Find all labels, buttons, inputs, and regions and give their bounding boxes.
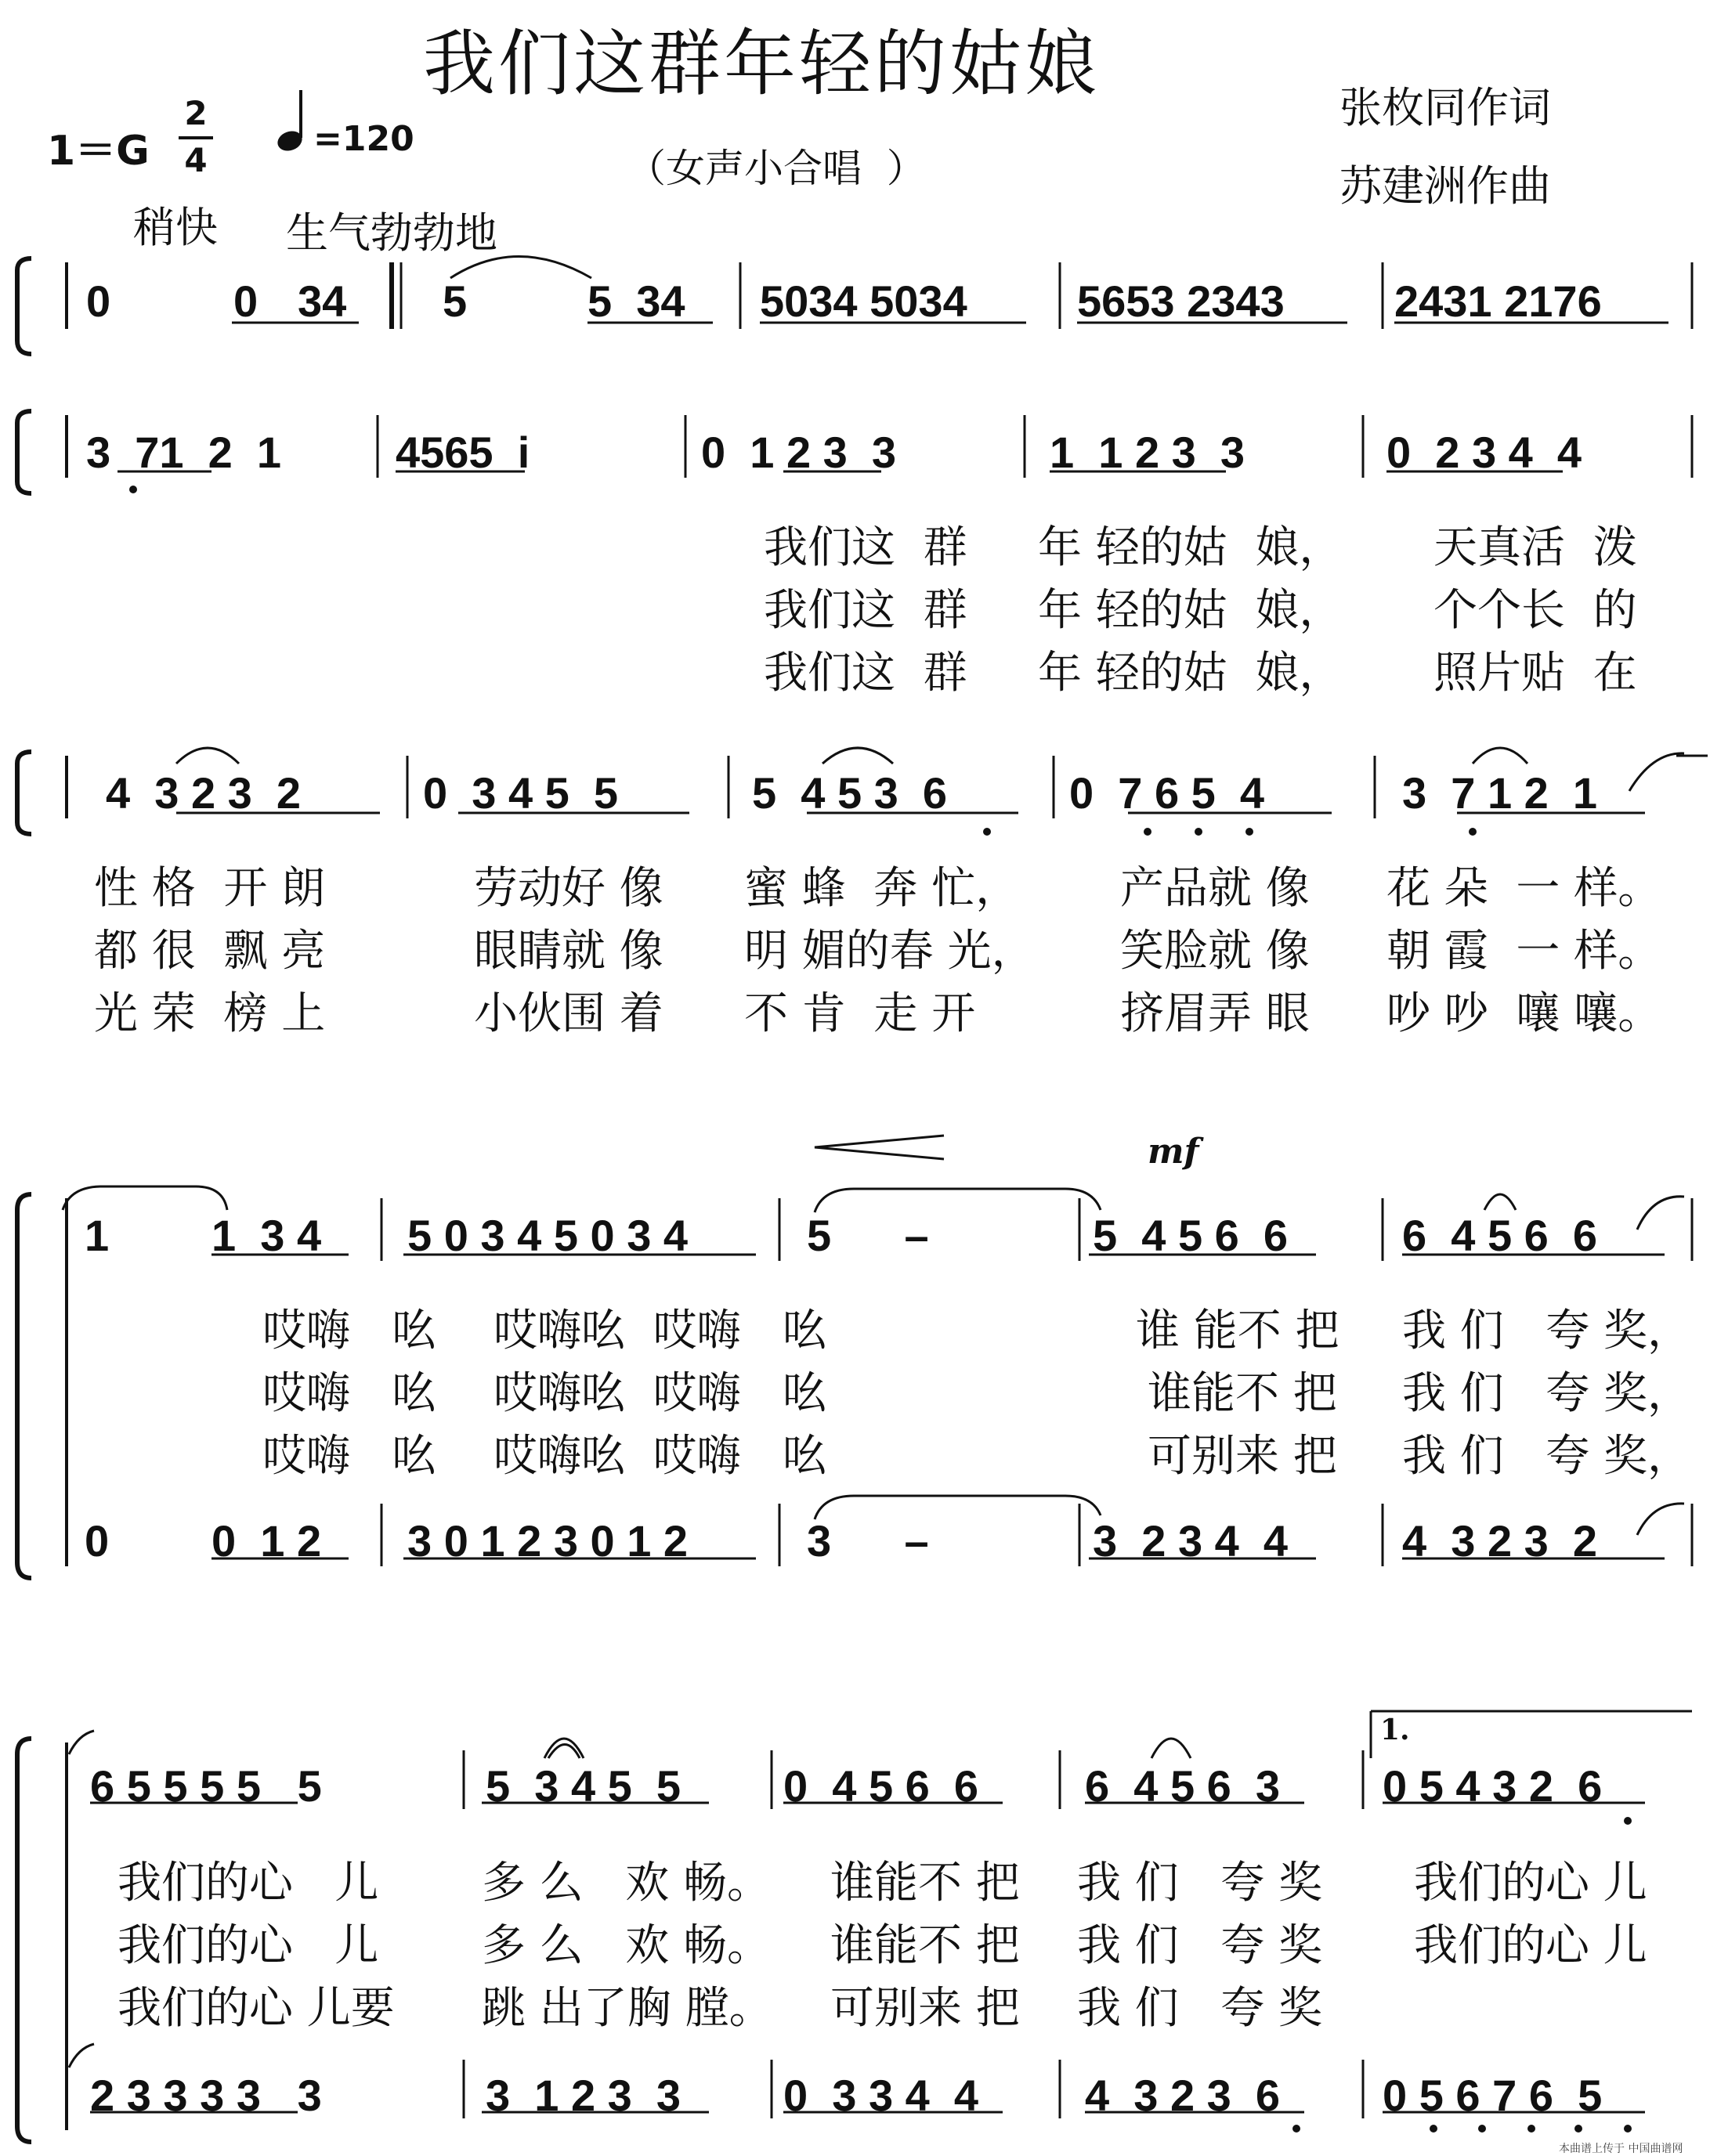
row1-note: 5 34 (587, 276, 685, 326)
row2-note: 0 1 2 3 3 (701, 428, 897, 477)
row5-lyric: 我们的心 儿 (117, 1920, 379, 1971)
row1-note: 34 (298, 276, 347, 326)
row4-upper-note: 1 (85, 1211, 110, 1260)
key-signature: 1＝G (47, 128, 150, 175)
row5-lyric: 我们的心 儿 (117, 1858, 379, 1909)
row3-lyric: 笑脸就 像 (1120, 926, 1310, 977)
row2-note: 1 1 2 3 3 (1050, 428, 1245, 477)
row4-lyric: 哎嗨吆 哎嗨 吆 (493, 1431, 827, 1482)
row4-lyric: 哎嗨 吆 (262, 1306, 436, 1356)
row5-lyric: 跳 出了胸 膛。 (482, 1983, 773, 2034)
row4-lyric: 哎嗨 吆 (262, 1368, 436, 1419)
row3-lyric: 蜜 蜂 奔 忙， (744, 863, 1020, 914)
row5-lyric: 我 们 夸 奖 (1077, 1983, 1323, 2034)
time-signature-bottom: 4 (184, 141, 208, 179)
time-signature-top: 2 (184, 94, 208, 132)
row4-lyric: 哎嗨吆 哎嗨 吆 (493, 1368, 827, 1419)
tempo-word: 稍快 (133, 203, 218, 252)
row4-lower-note: 3 0 1 2 3 0 1 2 (407, 1516, 689, 1566)
row5-lyric: 谁能不 把 (830, 1920, 1020, 1971)
watermark-footer: 本曲谱上传于 中国曲谱网 (1559, 2143, 1683, 2155)
row2-lyric: 我们这 群 (764, 522, 967, 573)
row2-lyric: 照片贴 在 (1433, 648, 1637, 699)
row5-lyric: 我们的心 儿要 (117, 1983, 395, 2034)
row5-lyric: 多 么 欢 畅。 (482, 1920, 772, 1971)
row2-note: 3 71 2 1 (86, 428, 282, 477)
row5-lyric: 我们的心 儿 (1414, 1920, 1647, 1971)
row1-note: 0 (233, 276, 258, 326)
row1-note: 0 (86, 276, 111, 326)
row3-note: 4 3 2 3 2 (106, 768, 302, 818)
tempo-value: =120 (313, 119, 414, 159)
row5-lyric: 谁能不 把 (830, 1858, 1020, 1909)
row4-lyric: 谁能不 把 (1148, 1368, 1337, 1419)
row5-lower-note: 3 1 2 3 3 (486, 2071, 681, 2120)
subtitle: （女声小合唱 ） (627, 146, 926, 191)
row5-lyric: 多 么 欢 畅。 (482, 1858, 772, 1909)
row5-lyric: 我 们 夸 奖 (1077, 1858, 1323, 1909)
row4-upper-note: 6 4 5 6 6 (1402, 1211, 1598, 1260)
row5-lower-note: 4 3 2 3 6 (1085, 2071, 1281, 2120)
row4-lower-note: 0 (85, 1516, 110, 1566)
row4-upper-note: 5 4 5 6 6 (1093, 1211, 1289, 1260)
row4-lower-note: 3 2 3 4 4 (1093, 1516, 1289, 1566)
row2-lyric: 我们这 群 (764, 585, 967, 636)
row5-upper-note: 0 5 4 3 2 6 (1383, 1761, 1603, 1811)
row2-lyric: 年 轻的姑 娘， (1038, 522, 1343, 573)
row3-lyric: 吵 吵 嚷 嚷。 (1386, 988, 1662, 1039)
row3-lyric: 劳动好 像 (474, 863, 663, 914)
row2-note: 0 2 3 4 4 (1386, 428, 1582, 477)
row3-lyric: 性 格 开 朗 (94, 863, 326, 914)
row2-note: 4565 i (396, 428, 530, 477)
row3-lyric: 朝 霞 一 样。 (1386, 926, 1662, 977)
expression-mark: 生气勃勃地 (286, 208, 497, 258)
row4-lower-note: 4 3 2 3 2 (1402, 1516, 1598, 1566)
row1-note: 5653 2343 (1077, 276, 1285, 326)
row5-upper-note: 6 4 5 6 3 (1085, 1761, 1281, 1811)
row5-upper-note: 6 5 5 5 5 5 (90, 1761, 322, 1811)
row3-lyric: 挤眉弄 眼 (1120, 988, 1310, 1039)
row4-lyric: 我 们 夸 奖， (1402, 1368, 1692, 1419)
row3-note: 0 7 6 5 4 (1069, 768, 1265, 818)
lyricist: 张枚同作词 (1339, 83, 1551, 132)
row3-lyric: 不 肯 走 开 (744, 988, 976, 1039)
row4-lyric: 我 们 夸 奖， (1402, 1306, 1692, 1356)
composer: 苏建洲作曲 (1339, 161, 1551, 211)
row2-lyric: 个个长 的 (1433, 585, 1637, 636)
row2-lyric: 我们这 群 (764, 648, 967, 699)
row5-upper-note: 0 4 5 6 6 (783, 1761, 979, 1811)
row3-lyric: 都 很 飘 亮 (94, 926, 326, 977)
row3-lyric: 小伙围 着 (474, 988, 663, 1039)
row4-upper-note: 5 0 3 4 5 0 3 4 (407, 1211, 689, 1260)
row3-lyric: 明 媚的春 光， (744, 926, 1036, 977)
row3-lyric: 花 朵 一 样。 (1386, 863, 1662, 914)
row5-lower-note: 0 5 6 7 6 5 (1383, 2071, 1603, 2120)
row3-note: 5 4 5 3 6 (752, 768, 948, 818)
row5-lyric: 可别来 把 (830, 1983, 1020, 2034)
row1-note: 2431 2176 (1394, 276, 1602, 326)
row5-upper-note: 5 3 4 5 5 (486, 1761, 681, 1811)
row3-lyric: 产品就 像 (1120, 863, 1310, 914)
row5-lower-note: 2 3 3 3 3 3 (90, 2071, 322, 2120)
row4-lower-note: 3 – (807, 1516, 929, 1566)
row4-lyric: 可别来 把 (1148, 1431, 1337, 1482)
row4-upper-note: 5 – (807, 1211, 929, 1260)
row4-lower-note: 0 1 2 (211, 1516, 322, 1566)
row3-lyric: 眼睛就 像 (474, 926, 663, 977)
row5-lyric: 我 们 夸 奖 (1077, 1920, 1323, 1971)
row2-lyric: 年 轻的姑 娘， (1038, 585, 1343, 636)
row4-lyric: 我 们 夸 奖， (1402, 1431, 1692, 1482)
row1-note: 5 (443, 276, 468, 326)
dynamic-mark: mf (1148, 1132, 1199, 1172)
row1-note: 5034 5034 (760, 276, 967, 326)
row3-note: 3 7 1 2 1 (1402, 768, 1598, 818)
row2-lyric: 年 轻的姑 娘， (1038, 648, 1343, 699)
row4-lyric: 谁 能不 把 (1136, 1306, 1339, 1356)
row4-lyric: 哎嗨吆 哎嗨 吆 (493, 1306, 827, 1356)
row4-lyric: 哎嗨 吆 (262, 1431, 436, 1482)
row2-lyric: 天真活 泼 (1433, 522, 1637, 573)
row4-upper-note: 1 3 4 (211, 1211, 322, 1260)
row5-lower-note: 0 3 3 4 4 (783, 2071, 979, 2120)
row3-note: 0 3 4 5 5 (423, 768, 619, 818)
page-title: 我们这群年轻的姑娘 (423, 22, 1101, 106)
row5-lyric: 我们的心 儿 (1414, 1858, 1647, 1909)
row3-lyric: 光 荣 榜 上 (94, 988, 326, 1039)
volta-bracket-label: 1. (1380, 1714, 1410, 1746)
